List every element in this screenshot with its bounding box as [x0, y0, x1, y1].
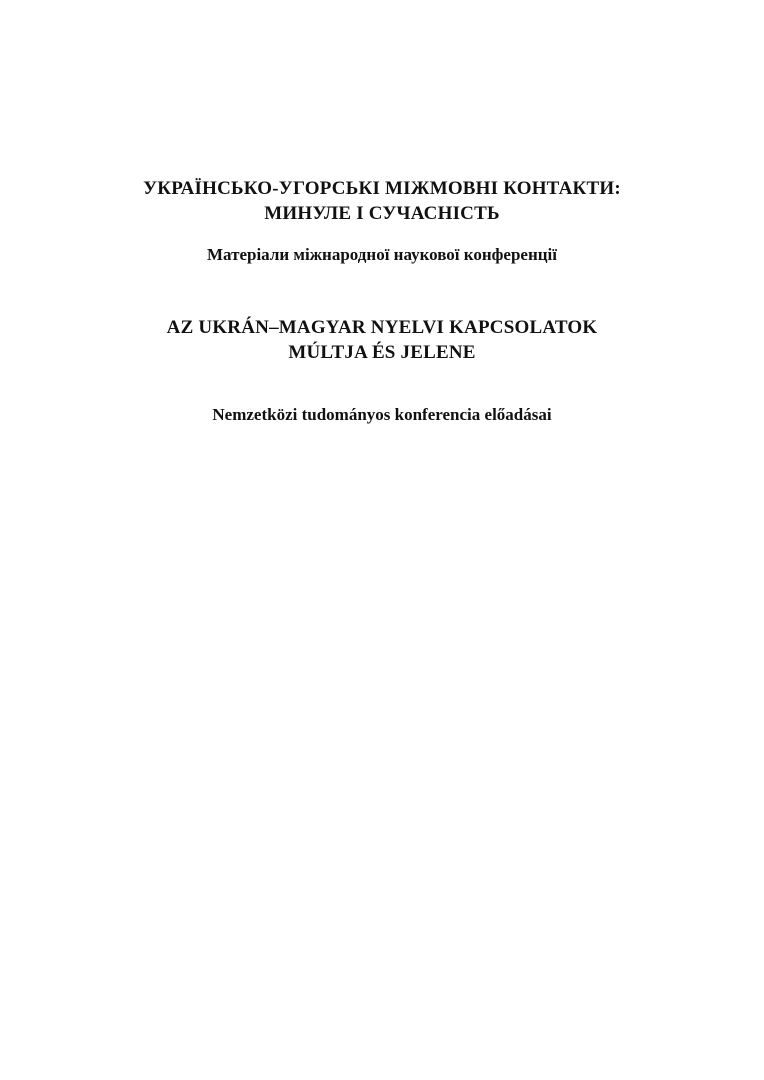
ukrainian-title	[0, 176, 764, 226]
hungarian-subtitle-text: Nemzetközi tudományos konferencia előadásai	[212, 405, 552, 424]
ukrainian-subtitle	[0, 244, 764, 266]
hungarian-title-line-1: AZ UKRÁN–MAGYAR NYELVI KAPCSOLATOK	[166, 317, 598, 338]
ukrainian-subtitle-text: Матеріали міжнародної наукової конференції	[207, 245, 557, 264]
hungarian-subtitle	[0, 404, 764, 426]
hungarian-title	[0, 315, 764, 365]
hungarian-title-line-2: MÚLTJA ÉS JELENE	[288, 342, 476, 363]
ukrainian-title-line-2: МИНУЛЕ І СУЧАСНІСТЬ	[264, 203, 500, 224]
ukrainian-title-line-1: УКРАЇНСЬКО-УГОРСЬКІ МІЖМОВНІ КОНТАКТИ:	[143, 178, 621, 199]
